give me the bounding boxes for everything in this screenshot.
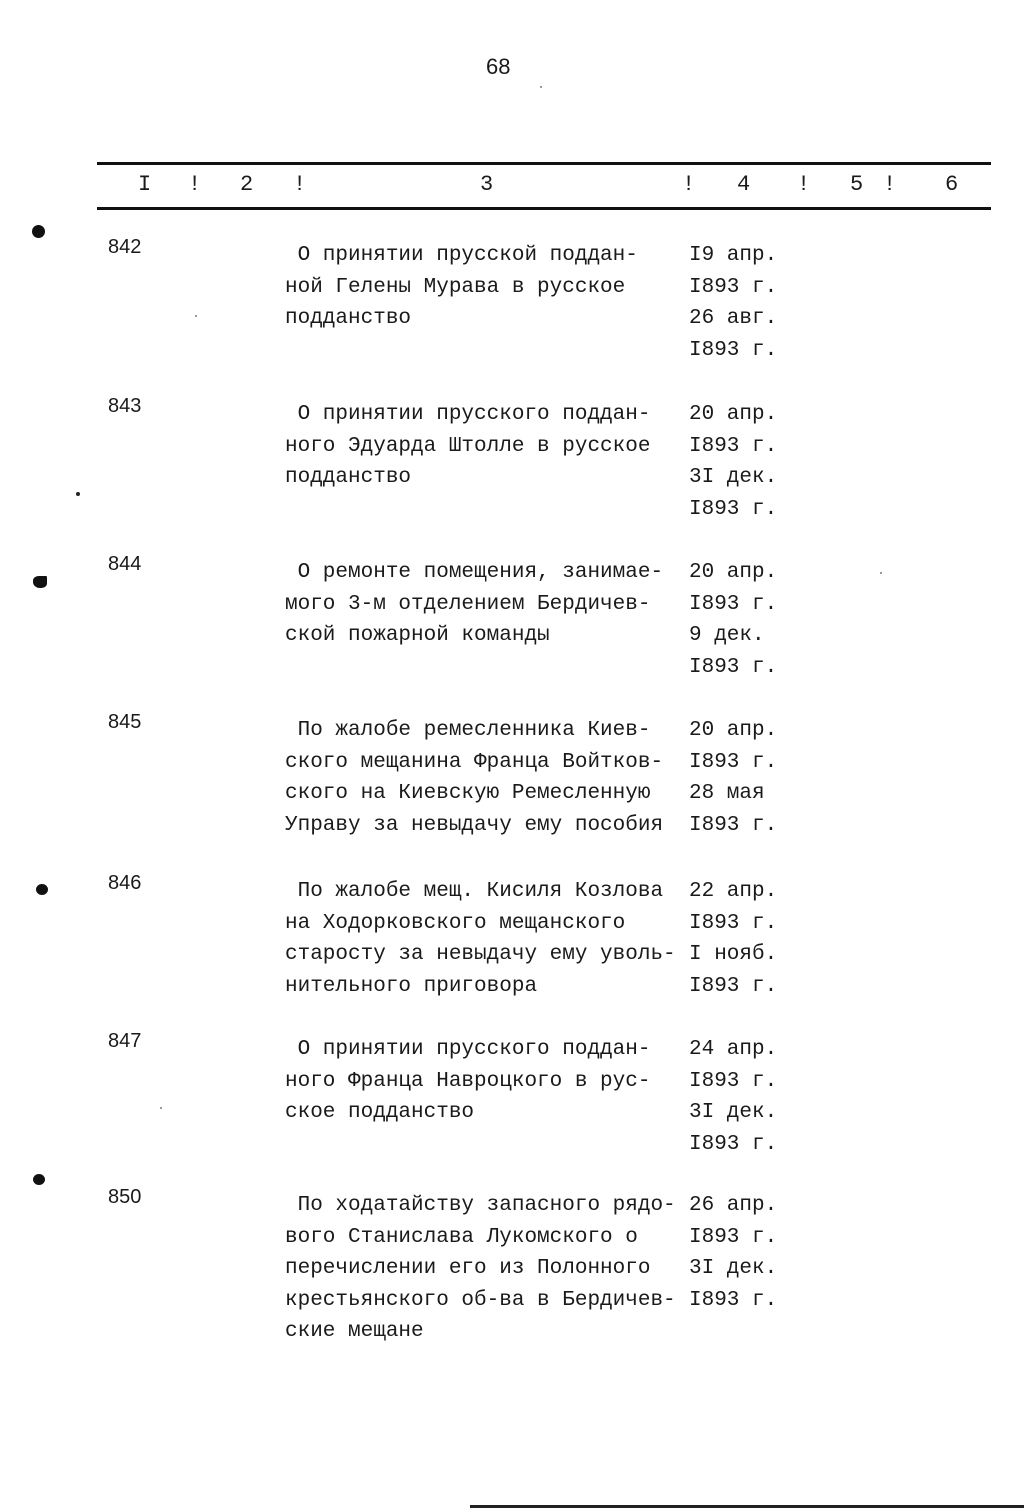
entry-title-line: нительного приговора — [285, 974, 538, 998]
entry-title-line: О принятии прусского поддан- — [285, 403, 651, 426]
entry-date-line: I9 апр. — [689, 244, 778, 267]
entry-title-line: ского на Киевскую Ремесленную — [285, 782, 651, 805]
entry-date-line: 26 апр. — [689, 1194, 778, 1217]
scan-speck — [76, 492, 80, 496]
column-separator: ! — [682, 172, 696, 197]
entry-number: 846 — [108, 872, 142, 894]
punch-hole-mark — [32, 225, 45, 238]
table-header-top-rule — [97, 162, 991, 165]
entry-date-line: I893 г. — [689, 1288, 778, 1312]
entry-title-line: подданство — [285, 466, 412, 489]
punch-hole-mark — [36, 884, 48, 895]
entry-title-line: По жалобе ремесленника Киев- — [285, 719, 651, 742]
table-header-bottom-rule — [97, 207, 991, 210]
column-separator: ! — [293, 172, 307, 197]
entry-title-line: ного Эдуарда Штолле в русское — [285, 434, 651, 458]
column-header-3: 3 — [480, 172, 494, 197]
entry-dates — [689, 876, 777, 1002]
scan-speck — [880, 572, 882, 574]
column-separator: ! — [883, 172, 897, 197]
entry-title — [285, 1034, 705, 1129]
entry-number: 843 — [108, 395, 142, 417]
entry-dates — [689, 240, 777, 366]
column-separator: ! — [797, 172, 811, 197]
punch-hole-mark — [33, 576, 47, 588]
entry-date-line: I893 г. — [689, 1225, 778, 1249]
entry-number: 842 — [108, 236, 142, 258]
entry-date-line: I893 г. — [689, 750, 778, 774]
entry-title — [285, 240, 705, 335]
column-header-4: 4 — [737, 172, 751, 197]
entry-number: 844 — [108, 553, 142, 575]
entry-date-line: 22 апр. — [689, 880, 778, 903]
entry-date-line: 24 апр. — [689, 1038, 778, 1061]
entry-dates — [689, 1034, 777, 1160]
entry-title-line: вого Станислава Лукомского о — [285, 1225, 638, 1249]
column-header-5: 5 — [850, 172, 864, 197]
column-header-1: I — [138, 172, 152, 197]
entry-dates — [689, 399, 777, 525]
entry-title-line: крестьянского об-ва в Бердичев- — [285, 1288, 676, 1312]
entry-title-line: О принятии прусского поддан- — [285, 1038, 651, 1061]
entry-title-line: ское подданство — [285, 1101, 475, 1124]
entry-dates — [689, 557, 777, 683]
entry-date-line: I893 г. — [689, 1069, 778, 1093]
entry-title — [285, 399, 705, 494]
entry-title-line: ские мещане — [285, 1320, 424, 1343]
entry-title-line: перечислении его из Полонного — [285, 1257, 651, 1280]
entry-date-line: I893 г. — [689, 655, 778, 679]
entry-dates — [689, 715, 777, 841]
entry-date-line: I893 г. — [689, 813, 778, 837]
entry-date-line: 28 мая — [689, 782, 765, 805]
entry-date-line: 20 апр. — [689, 719, 778, 742]
entry-dates — [689, 1190, 777, 1316]
entry-title — [285, 876, 705, 1002]
entry-number: 850 — [108, 1186, 142, 1208]
entry-title-line: По жалобе мещ. Кисиля Козлова — [285, 880, 664, 903]
entry-date-line: I893 г. — [689, 338, 778, 362]
entry-title — [285, 557, 705, 652]
entry-date-line: I нояб. — [689, 943, 778, 966]
entry-title-line: О ремонте помещения, занимае- — [285, 561, 664, 584]
entry-date-line: 20 апр. — [689, 561, 778, 584]
punch-hole-mark — [33, 1174, 45, 1185]
entry-date-line: I893 г. — [689, 592, 778, 616]
entry-title-line: О принятии прусской поддан- — [285, 244, 638, 267]
scan-speck — [195, 315, 197, 317]
scan-speck — [160, 1107, 162, 1109]
page-number: 68 — [486, 54, 511, 79]
entry-title — [285, 715, 705, 841]
entry-title-line: старосту за невыдачу ему уволь- — [285, 943, 676, 966]
entry-title-line: ского мещанина Франца Войтков- — [285, 750, 664, 774]
entry-title-line: ской пожарной команды — [285, 624, 550, 647]
column-separator: ! — [188, 172, 202, 197]
entry-date-line: I893 г. — [689, 275, 778, 299]
column-header-6: 6 — [945, 172, 959, 197]
entry-date-line: I893 г. — [689, 911, 778, 935]
entry-date-line: 3I дек. — [689, 1101, 778, 1124]
scan-speck — [540, 86, 542, 88]
page-bottom-edge — [470, 1505, 1024, 1508]
entry-date-line: 9 дек. — [689, 624, 765, 647]
column-header-2: 2 — [240, 172, 254, 197]
entry-title-line: ной Гелены Мурава в русское — [285, 275, 626, 299]
entry-date-line: 3I дек. — [689, 1257, 778, 1280]
entry-title-line: ного Франца Навроцкого в рус- — [285, 1069, 651, 1093]
entry-date-line: 26 авг. — [689, 307, 778, 330]
entry-number: 847 — [108, 1030, 142, 1052]
entry-date-line: I893 г. — [689, 434, 778, 458]
entry-title-line: По ходатайству запасного рядо- — [285, 1194, 676, 1217]
entry-title-line: подданство — [285, 307, 412, 330]
entry-number: 845 — [108, 711, 142, 733]
entry-date-line: I893 г. — [689, 497, 778, 521]
entry-title — [285, 1190, 705, 1348]
entry-title-line: Управу за невыдачу ему пособия — [285, 813, 664, 837]
entry-title-line: на Ходорковского мещанского — [285, 911, 626, 935]
entry-date-line: I893 г. — [689, 1132, 778, 1156]
entry-title-line: мого 3-м отделением Бердичев- — [285, 592, 651, 616]
entry-date-line: 3I дек. — [689, 466, 778, 489]
entry-date-line: I893 г. — [689, 974, 778, 998]
entry-date-line: 20 апр. — [689, 403, 778, 426]
